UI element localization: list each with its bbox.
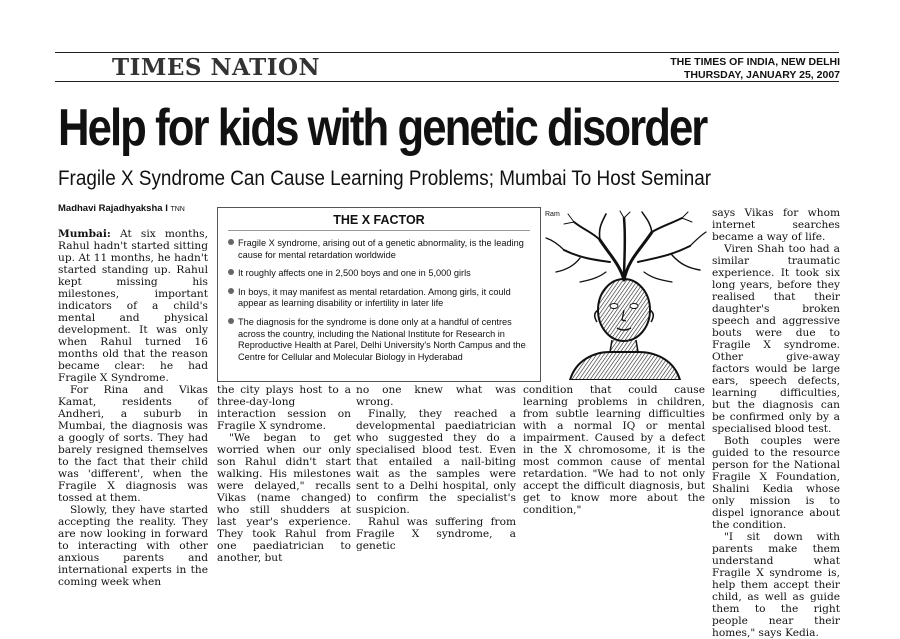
x-factor-list: [228, 238, 528, 370]
bullet-icon: [228, 318, 234, 324]
article-paragraph: Rahul was suffering from Fragile X syndrome, a genetic: [356, 516, 516, 552]
x-factor-box: [217, 207, 541, 382]
article-paragraph: Finally, they reached a developmental paediatrician who suggested they do a specialised blood test. Even that entailed a nail-biting wait as the samples were sent to a Delhi hospital, only to confirm the specialist's suspicion.: [356, 408, 516, 516]
article-column-2: [217, 384, 351, 564]
article-column-3: [356, 384, 516, 552]
article-paragraph: Viren Shah too had a similar traumatic experience. It took six long years, before they realised that their daughter's broken speech and aggressive bouts were due to Fragile X syndrome. Other give-away factors would be large ears, speech defects, learning difficulties, but the diagnosis can be confirmed only by a specialised blood test.: [712, 243, 840, 435]
article-paragraph: For Rina and Vikas Kamat, residents of Andheri, a suburb in Mumbai, the diagnosis was a googly of sorts. They had barely resigned themselves to the fact that their child was 'different', when the Fragile X diagnosis was tossed at them.: [58, 384, 208, 504]
article-column-1: [58, 228, 208, 588]
illustration-child-tree: [540, 210, 708, 380]
article-paragraph: says Vikas for whom internet searches became a way of life.: [712, 207, 840, 243]
x-factor-item: The diagnosis for the syndrome is done only at a handful of centres across the country, including the National Institute for Research in Reproductive Health at Parel, Delhi University's North Campus and the Centre for Cellular and Molecular Biology in Hyderabad: [228, 317, 528, 363]
x-factor-item: Fragile X syndrome, arising out of a genetic abnormality, is the leading cause for mental retardation worldwide: [228, 238, 528, 261]
headline: Help for kids with genetic disorder: [58, 99, 707, 157]
article-paragraph: "We began to get worried when our only son Rahul didn't start walking. His milestones were delayed," recalls Vikas (name changed) who still shudders at last year's experience. They took Rahul from one paediatrician to another, but: [217, 432, 351, 564]
article-paragraph: condition that could cause learning problems in children, from subtle learning difficulties with a normal IQ or mental impairment. Caused by a defect in the X chromosome, it is the most common cause of mental retardation. "We had to not only accept the difficult diagnosis, but get to know more about the condition,": [523, 384, 705, 516]
article-paragraph: the city plays host to a three-day-long interaction session on Fragile X syndrome.: [217, 384, 351, 432]
bullet-icon: [228, 288, 234, 294]
masthead-rule: [55, 81, 839, 82]
top-rule: [55, 52, 839, 53]
article-column-5: [712, 207, 840, 639]
bullet-icon: [228, 239, 234, 245]
bullet-icon: [228, 269, 234, 275]
article-paragraph: Mumbai: At six months, Rahul hadn't started sitting up. At 11 months, he hadn't started standing up. Rahul kept missing his milestones, important indicators of a child's mental and physical development. It was only when Rahul turned 16 months old that the reason became clear: he had Fragile X Syndrome.: [58, 228, 208, 384]
illustration-credit: Ram: [545, 211, 560, 218]
article-paragraph: Both couples were guided to the resource person for the National Fragile X Foundation, Shalini Kedia whose only mission is to dispel ignorance about the condition.: [712, 435, 840, 531]
byline-author: Madhavi Rajadhyaksha: [58, 203, 163, 214]
article-paragraph: Slowly, they have started accepting the reality. They are now looking in forward to interacting with other anxious parents and international experts in the coming week when: [58, 504, 208, 588]
article-paragraph: no one knew what was wrong.: [356, 384, 516, 408]
article-paragraph: "I sit down with parents make them understand what Fragile X syndrome is, help them accept their child, as well as guide them to the right people near their homes," says Kedia.: [712, 531, 840, 639]
dateline: Mumbai:: [58, 228, 111, 240]
subheadline: Fragile X Syndrome Can Cause Learning Problems; Mumbai To Host Seminar: [58, 167, 712, 190]
x-factor-title: THE X FACTOR: [333, 213, 425, 227]
byline-agency: TNN: [170, 206, 185, 213]
byline: Madhavi Rajadhyaksha I TNN: [58, 203, 185, 214]
x-factor-divider: [228, 230, 530, 231]
x-factor-item: In boys, it may manifest as mental retardation. Among girls, it could appear as learning disability or infertility in later life: [228, 287, 528, 310]
paper-info: [670, 56, 840, 82]
article-column-4: [523, 384, 705, 516]
section-title: TIMES NATION: [112, 54, 321, 81]
x-factor-item: It roughly affects one in 2,500 boys and one in 5,000 girls: [228, 268, 528, 280]
paper-name: THE TIMES OF INDIA, NEW DELHI: [670, 56, 840, 68]
publication-date: THURSDAY, JANUARY 25, 2007: [683, 69, 840, 81]
